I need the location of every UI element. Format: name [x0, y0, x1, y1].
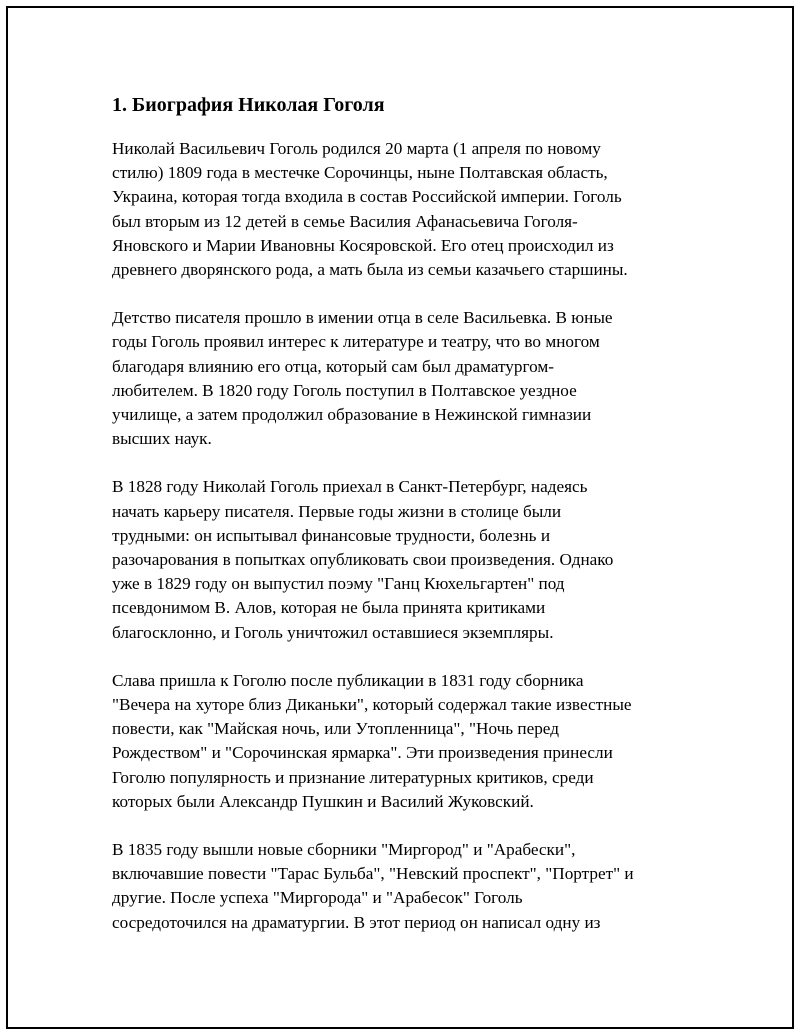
- paragraph-line: благодаря влиянию его отца, который сам был драматургом-: [112, 356, 554, 376]
- paragraph-line: Яновского и Марии Ивановны Косяровской. Его отец происходил из: [112, 235, 614, 255]
- paragraph-line: благосклонно, и Гоголь уничтожил оставшиеся экземпляры.: [112, 622, 554, 642]
- paragraph-line: другие. После успеха "Миргорода" и "Арабесок" Гоголь: [112, 888, 523, 908]
- paragraph-line: В 1835 году вышли новые сборники "Миргород" и "Арабески",: [112, 840, 576, 860]
- paragraph-line: сосредоточился на драматургии. В этот период он написал одну из: [112, 912, 601, 932]
- paragraph-line: любителем. В 1820 году Гоголь поступил в Полтавское уездное: [112, 380, 577, 400]
- paragraph-line: которых были Александр Пушкин и Василий Жуковский.: [112, 791, 534, 811]
- paragraph-line: трудными: он испытывал финансовые трудности, болезнь и: [112, 525, 551, 545]
- paragraph-line: В 1828 году Николай Гоголь приехал в Санкт-Петербург, надеясь: [112, 477, 588, 497]
- paragraph-line: "Вечера на хуторе близ Диканьки", который содержал такие известные: [112, 695, 632, 715]
- paragraph: [112, 838, 687, 935]
- document-body: [112, 90, 687, 959]
- paragraph-line: уже в 1829 году он выпустил поэму "Ганц Кюхельгартен" под: [112, 574, 565, 594]
- paragraph: [112, 137, 687, 282]
- paragraph-line: псевдонимом В. Алов, которая не была принята критиками: [112, 598, 546, 618]
- paragraph-line: Николай Васильевич Гоголь родился 20 марта (1 апреля по новому: [112, 139, 601, 158]
- paragraph-line: Детство писателя прошло в имении отца в селе Васильевка. В юные: [112, 308, 613, 328]
- paragraph-line: Слава пришла к Гоголю после публикации в 1831 году сборника: [112, 670, 584, 690]
- paragraph-line: Украина, которая тогда входила в состав Российской империи. Гоголь: [112, 187, 622, 207]
- paragraph-line: училище, а затем продолжил образование в Нежинской гимназии: [112, 405, 592, 425]
- paragraph: [112, 306, 687, 451]
- paragraph-line: годы Гоголь проявил интерес к литературе и театру, что во многом: [112, 332, 600, 352]
- document-title: 1. Биография Николая Гоголя: [112, 94, 385, 116]
- paragraph: [112, 475, 687, 644]
- paragraph-line: включавшие повести "Тарас Бульба", "Невский проспект", "Портрет" и: [112, 864, 634, 884]
- paragraph-line: начать карьеру писателя. Первые годы жизни в столице были: [112, 501, 562, 521]
- paragraph-line: высших наук.: [112, 429, 212, 449]
- paragraph-line: разочарования в попытках опубликовать свои произведения. Однако: [112, 550, 614, 570]
- paragraph-line: повести, как "Майская ночь, или Утопленница", "Ночь перед: [112, 719, 559, 739]
- paragraph-line: древнего дворянского рода, а мать была из семьи казачьего старшины.: [112, 260, 628, 280]
- paragraph-line: Рождеством" и "Сорочинская ярмарка". Эти произведения принесли: [112, 743, 613, 763]
- paragraph-line: стилю) 1809 года в местечке Сорочинцы, ныне Полтавская область,: [112, 163, 608, 183]
- paragraph-line: был вторым из 12 детей в семье Василия Афанасьевича Гоголя-: [112, 211, 578, 231]
- paragraph: [112, 669, 687, 814]
- paragraph-line: Гоголю популярность и признание литературных критиков, среди: [112, 767, 594, 787]
- paragraphs-container: [112, 137, 687, 935]
